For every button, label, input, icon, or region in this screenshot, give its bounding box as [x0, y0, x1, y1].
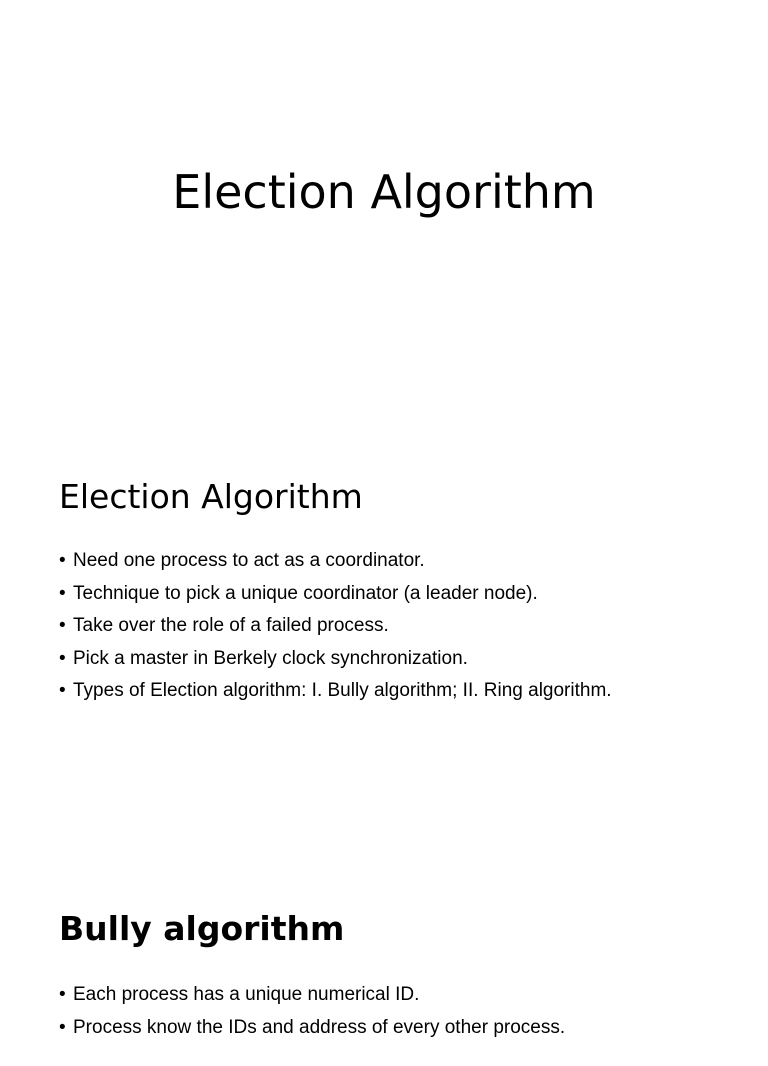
- list-item: [59, 545, 612, 578]
- bullet-text: Technique to pick a unique coordinator (a leader node).: [73, 582, 538, 604]
- bullet-icon: •: [59, 550, 66, 571]
- bullet-text: Take over the role of a failed process.: [73, 615, 389, 636]
- list-item: [59, 979, 565, 1012]
- bullet-text: Need one process to act as a coordinator.: [73, 550, 425, 571]
- bullet-icon: •: [59, 582, 66, 604]
- list-item: [59, 578, 612, 611]
- bullet-text: Pick a master in Berkely clock synchronization.: [73, 647, 468, 669]
- slide-bully-algorithm: [0, 866, 768, 1066]
- list-item: [59, 610, 612, 643]
- bullet-icon: •: [59, 647, 66, 669]
- bullet-list: [59, 979, 565, 1044]
- title-slide: [0, 0, 768, 433]
- bullet-text: Process know the IDs and address of every other process.: [73, 1016, 566, 1038]
- bullet-icon: •: [59, 1016, 66, 1038]
- presentation-title: Election Algorithm: [172, 165, 596, 219]
- slide-heading: Bully algorithm: [59, 909, 345, 948]
- bullet-text: Types of Election algorithm: I. Bully algorithm; II. Ring algorithm.: [73, 680, 612, 701]
- bullet-icon: •: [59, 984, 66, 1005]
- list-item: [59, 1012, 565, 1045]
- bullet-icon: •: [59, 680, 66, 701]
- bullet-icon: •: [59, 615, 66, 636]
- list-item: [59, 643, 612, 676]
- slide-heading: Election Algorithm: [59, 477, 363, 516]
- slide-election-algorithm: [0, 433, 768, 866]
- list-item: [59, 675, 612, 708]
- bullet-list: [59, 545, 612, 708]
- bullet-text: Each process has a unique numerical ID.: [73, 984, 420, 1005]
